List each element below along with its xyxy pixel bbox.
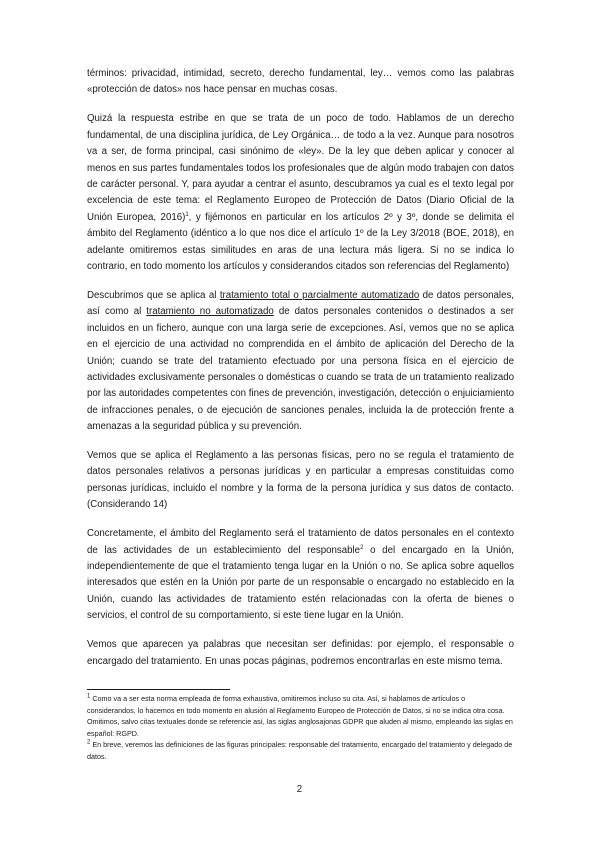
- footnote-text: En breve, veremos las definiciones de las figuras principales: responsable del tratamiento, encargado del tratamiento y delegado de datos.: [87, 740, 513, 761]
- paragraph-scope: [87, 288, 514, 436]
- paragraph-territorial-scope: [87, 526, 514, 624]
- footnote-separator: [87, 689, 230, 690]
- footnote-text: Como va a ser esta norma empleada de forma exhaustiva, omitiremos incluso su cita. Así, si hablamos de artículos o considerandos, lo hacemos en todo momento en alusión al Reglamento Europeo de Protección de Datos, si no se indica otra cosa. Omitimos, salvo citas textuales donde se referencie así, las siglas anglosajonas GDPR que aluden al mismo, empleando las siglas en español: RGPD.: [87, 694, 513, 738]
- footnote-2: [87, 739, 514, 762]
- footnotes: [87, 693, 514, 762]
- text-run: Concretamente, el ámbito del Reglamento será el tratamiento de datos personales en el contexto de las actividades de un establecimiento del responsable: [87, 528, 514, 556]
- page-number: 2: [296, 784, 303, 795]
- text-run: de datos personales, así como al: [87, 289, 514, 318]
- text-run: Descubrimos que se aplica al: [87, 289, 220, 301]
- paragraph-definitions-note: Vemos que aparecen ya palabras que necesitan ser definidas: por ejemplo, el responsable o encargado del tratamiento. En unas pocas páginas, podremos encontrarlas en este mismo tema.: [87, 639, 514, 667]
- underlined-term-non-automated: tratamiento no automatizado: [146, 306, 274, 318]
- text-run: o del encargado en la Unión, independientemente de que el tratamiento tenga lugar en la Unión o no. Se aplica sobre aquellos interesados que estén en la Unión por parte de un responsable o encargado no establecido en la Unión, cuando las actividades de tratamiento estén relacionadas con la oferta de bienes o servicios, el control de su comportamiento, si este tiene lugar en la Unión.: [87, 544, 514, 622]
- text-run: de datos personales contenidos o destinados a ser incluidos en un fichero, aunque con una larga serie de excepciones. Así, vemos que no se aplica en el ejercicio de una actividad no comprendida en el ámbito de aplicación del Derecho de la Unión; cuando se trate del tratamiento efectuado por una persona física en el ejercicio de actividades exclusivamente personales o domésticas o cuando se trata de un tratamiento realizado por las autoridades competentes con fines de prevención, investigación, detección o enjuiciamiento de infracciones penales, o de ejecución de sanciones penales, incluida la de protección frente a amenazas a la seguridad pública y su prevención.: [87, 306, 514, 433]
- text-run: , y fijémonos en particular en los artículos 2º y 3º, donde se delimita el ámbito del Reglamento (idéntico a lo que nos dice el artículo 1º de la Ley 3/2018 (BOE, 2018), en adelante omitiremos estas similitudes en aras de una lectura más ligera. Si no se indica lo contrario, en todo momento los artículos y considerandos citados son referencias del Reglamento): [87, 211, 514, 272]
- footnote-ref-2[interactable]: 2: [360, 544, 364, 551]
- body-text: [87, 66, 514, 682]
- paragraph-definition: [87, 111, 514, 275]
- underlined-term-automated: tratamiento total o parcialmente automatizado: [219, 289, 420, 301]
- text-run: Quizá la respuesta estribe en que se trata de un poco de todo. Hablamos de un derecho fundamental, de una disciplina jurídica, de Ley Orgánica… de todo a la vez. Aunque para nosotros va a ser, de forma principal, casi sinónimo de «ley». De la ley que deben aplicar y conocer al menos en sus partes fundamentales todos los profesionales que de algún modo trabajen con datos de carácter personal. Y, para ayudar a centrar el asunto, descubramos ya cual es el texto legal por excelencia de este tema: el Reglamento Europeo de Protección de Datos (Diario Oficial de la Unión Europea, 2016): [87, 113, 514, 223]
- footnote-1: [87, 693, 514, 739]
- paragraph-continuation: términos: privacidad, intimidad, secreto, derecho fundamental, ley… vemos como las palabras «protección de datos» nos hace pensar en muchas cosas.: [87, 68, 514, 96]
- footnote-ref-1[interactable]: 1: [185, 211, 189, 218]
- footnote-mark: 2: [87, 739, 91, 746]
- paragraph-natural-persons: Vemos que se aplica el Reglamento a las personas físicas, pero no se regula el tratamiento de datos personales relativos a personas jurídicas y en particular a empresas constituidas como personas jurídicas, incluido el nombre y la forma de la persona jurídica y sus datos de contacto. (Considerando 14): [87, 450, 514, 511]
- footnote-mark: 1: [87, 693, 91, 700]
